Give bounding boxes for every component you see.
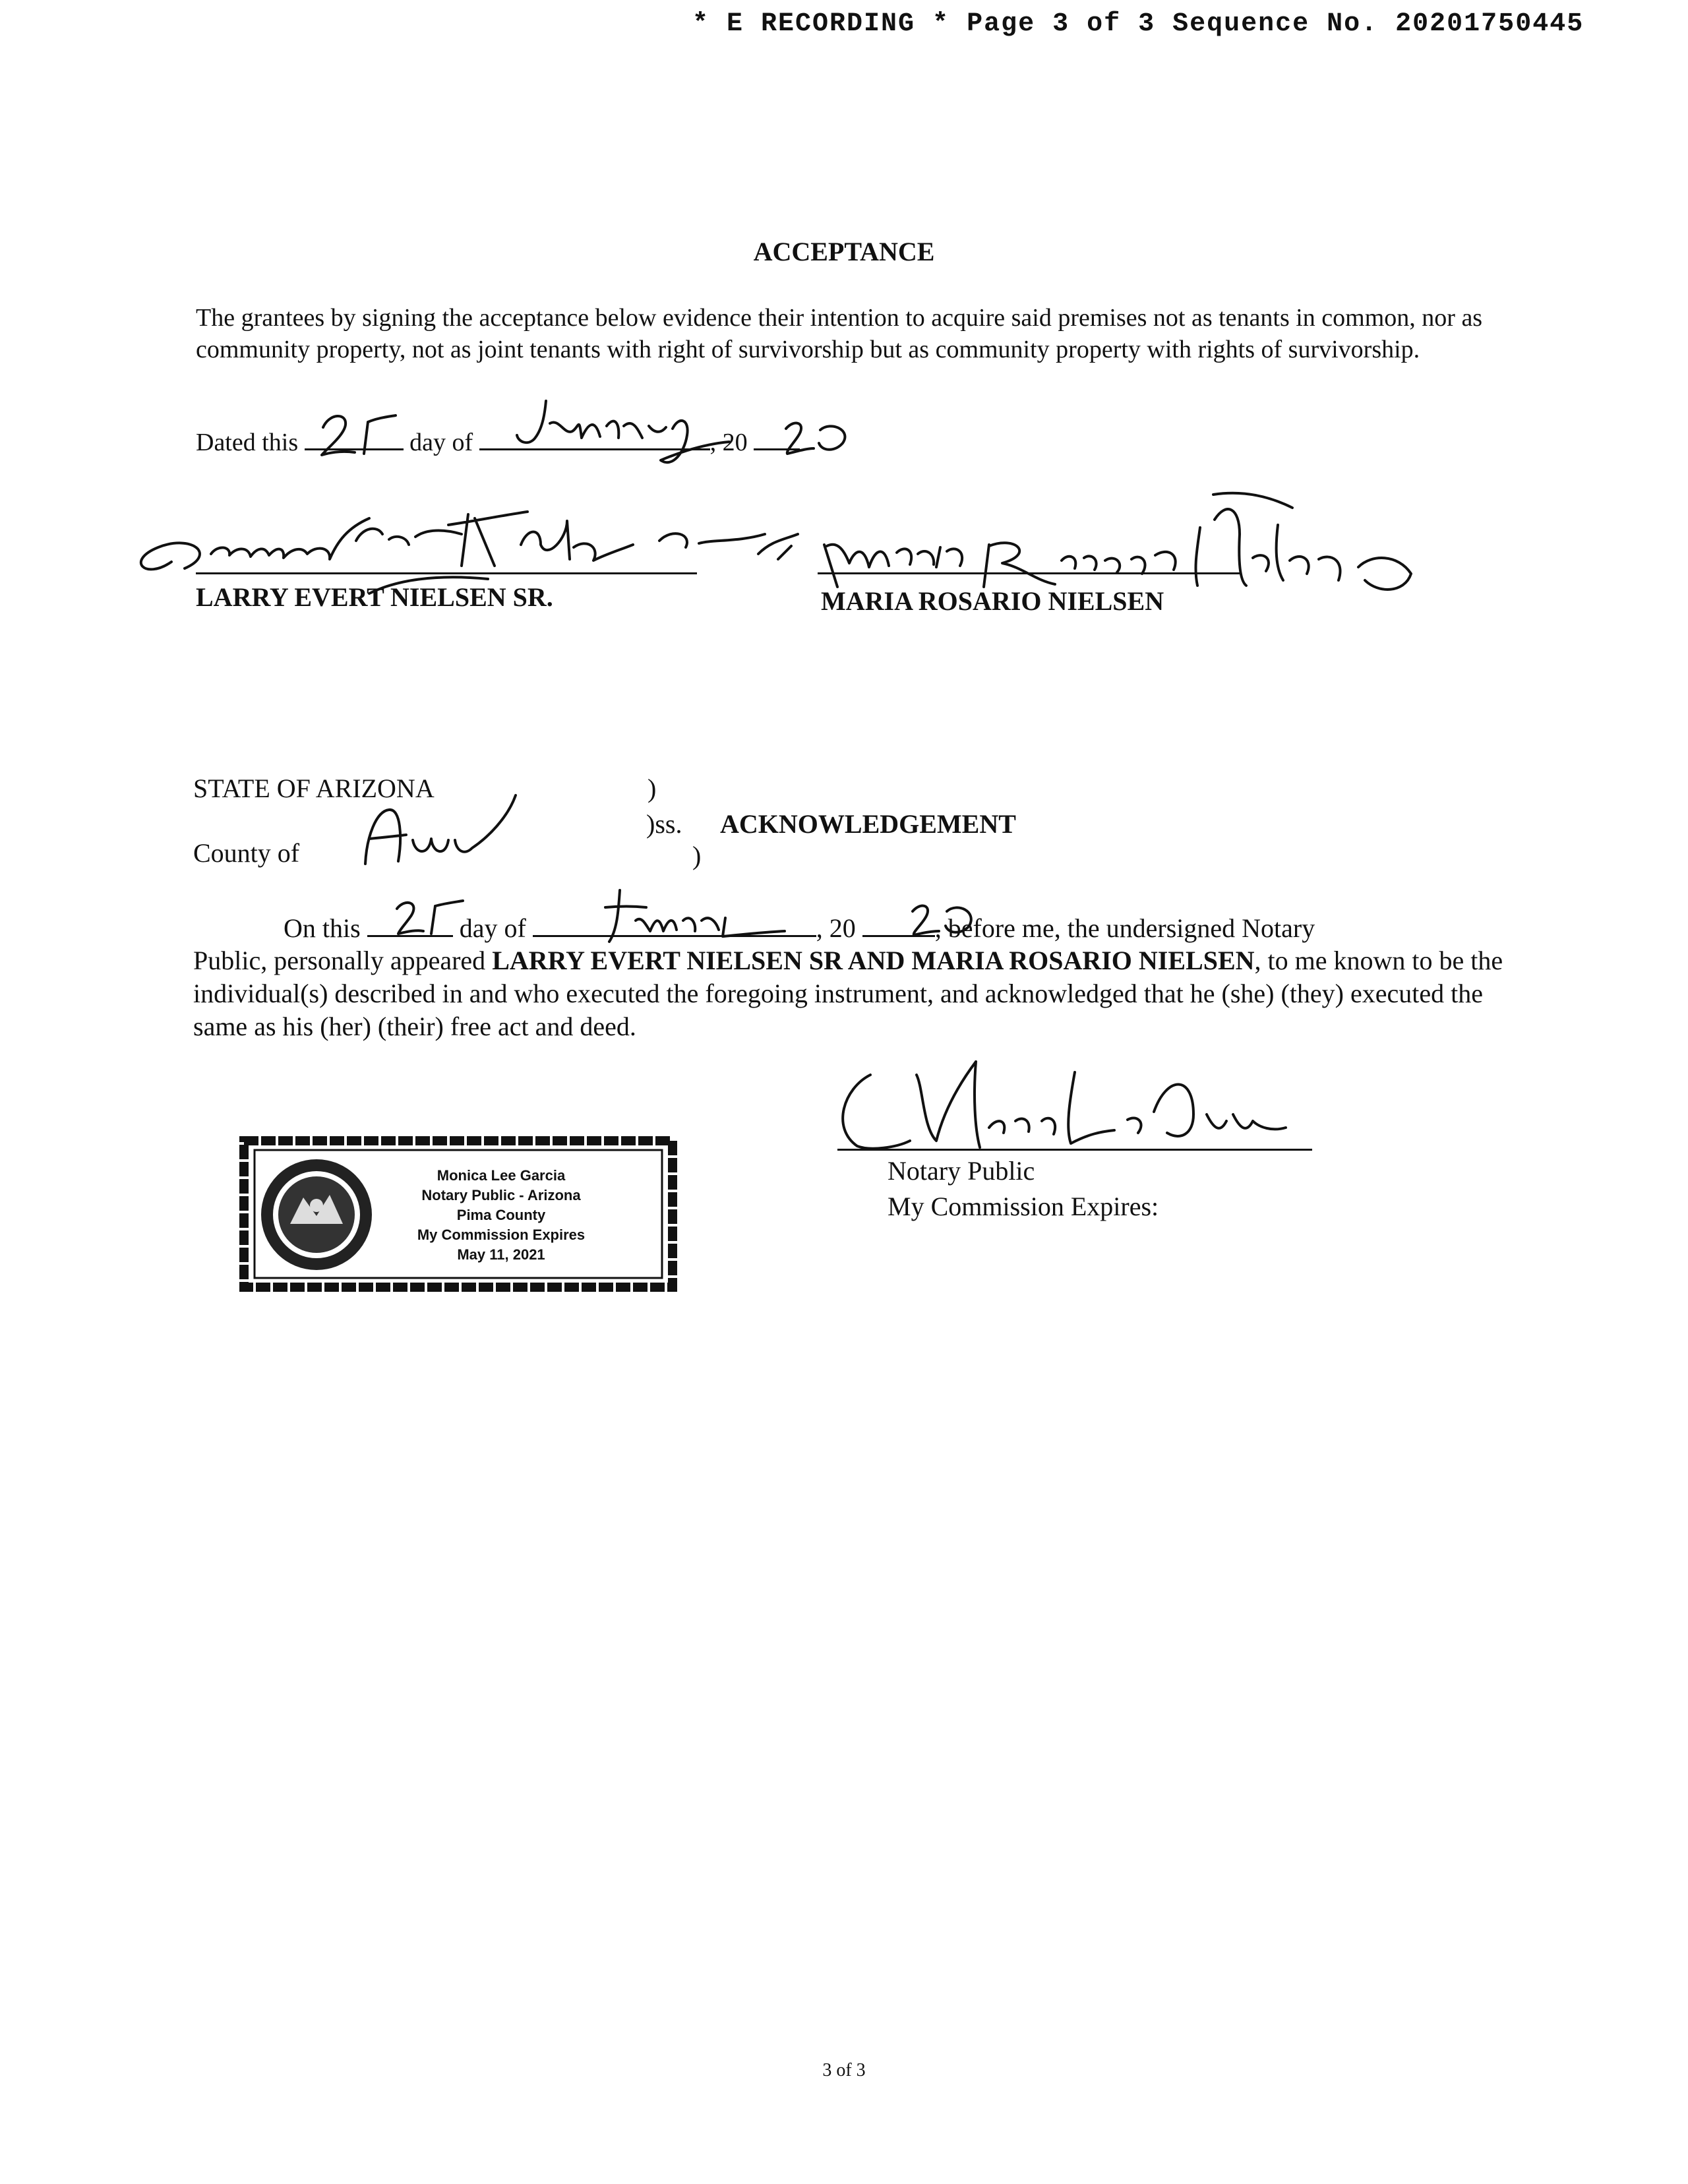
handwritten-ack-day xyxy=(389,895,481,942)
handwritten-ack-year xyxy=(903,897,989,943)
notary-signature-line xyxy=(837,1149,1312,1151)
state-label: STATE OF ARIZONA xyxy=(193,774,435,803)
commission-expires-label: My Commission Expires: xyxy=(888,1192,1159,1221)
dated-year-prefix: , 20 xyxy=(709,429,748,456)
paren-open: ) xyxy=(648,774,657,803)
ack-body-start: Public, personally appeared xyxy=(193,946,493,975)
acknowledgement-body xyxy=(193,944,1512,1043)
dated-day-word: day of xyxy=(409,429,473,456)
handwritten-county xyxy=(349,785,528,884)
signature-notary xyxy=(824,1048,1325,1161)
county-label: County of xyxy=(193,838,300,868)
paren-close: ) xyxy=(692,841,702,870)
notary-stamp xyxy=(237,1132,679,1296)
grantee-2-name: MARIA ROSARIO NIELSEN xyxy=(821,586,1164,616)
stamp-commission: My Commission Expires xyxy=(417,1227,586,1243)
stamp-date: May 11, 2021 xyxy=(457,1246,545,1263)
acknowledgement-title: ACKNOWLEDGEMENT xyxy=(720,809,1016,839)
recording-header: * E RECORDING * Page 3 of 3 Sequence No. 20201750445 xyxy=(692,9,1584,39)
notary-public-label: Notary Public xyxy=(888,1156,1035,1186)
ack-body-end: , to me known to be the individual(s) described in and who executed the foregoing instrument, and acknowledged that he (she) (they) executed the same as his (her) (their) free act and deed. xyxy=(193,946,1503,1041)
dated-prefix: Dated this xyxy=(196,429,299,456)
ack-day-of: day of xyxy=(459,913,526,943)
handwritten-month xyxy=(508,389,752,488)
handwritten-year xyxy=(778,414,864,460)
stamp-title: Notary Public - Arizona xyxy=(421,1187,581,1203)
ack-before-me: , before me, the undersigned Notary xyxy=(934,913,1315,943)
ack-year-prefix: , 20 xyxy=(816,913,856,943)
handwritten-ack-month xyxy=(593,884,791,950)
on-this-label: On this xyxy=(284,913,361,943)
stamp-county: Pima County xyxy=(456,1207,546,1223)
grantee-2-signature-line xyxy=(818,572,1240,574)
acceptance-title: ACCEPTANCE xyxy=(753,237,935,266)
grantee-1-signature-line xyxy=(196,572,697,574)
stamp-name: Monica Lee Garcia xyxy=(437,1167,566,1184)
ss-mark: )ss. xyxy=(646,809,682,839)
acceptance-body: The grantees by signing the acceptance below evidence their intention to acquire said premises not as tenants in common, nor as community property, not as joint tenants with right of survivorship but as community property with rights of survivorship. xyxy=(196,304,1483,363)
ack-body-names: LARRY EVERT NIELSEN SR AND MARIA ROSARIO NIELSEN xyxy=(492,946,1255,975)
page-footer: 3 of 3 xyxy=(822,2060,866,2080)
grantee-1-name: LARRY EVERT NIELSEN SR. xyxy=(196,582,553,612)
handwritten-day xyxy=(316,409,409,462)
